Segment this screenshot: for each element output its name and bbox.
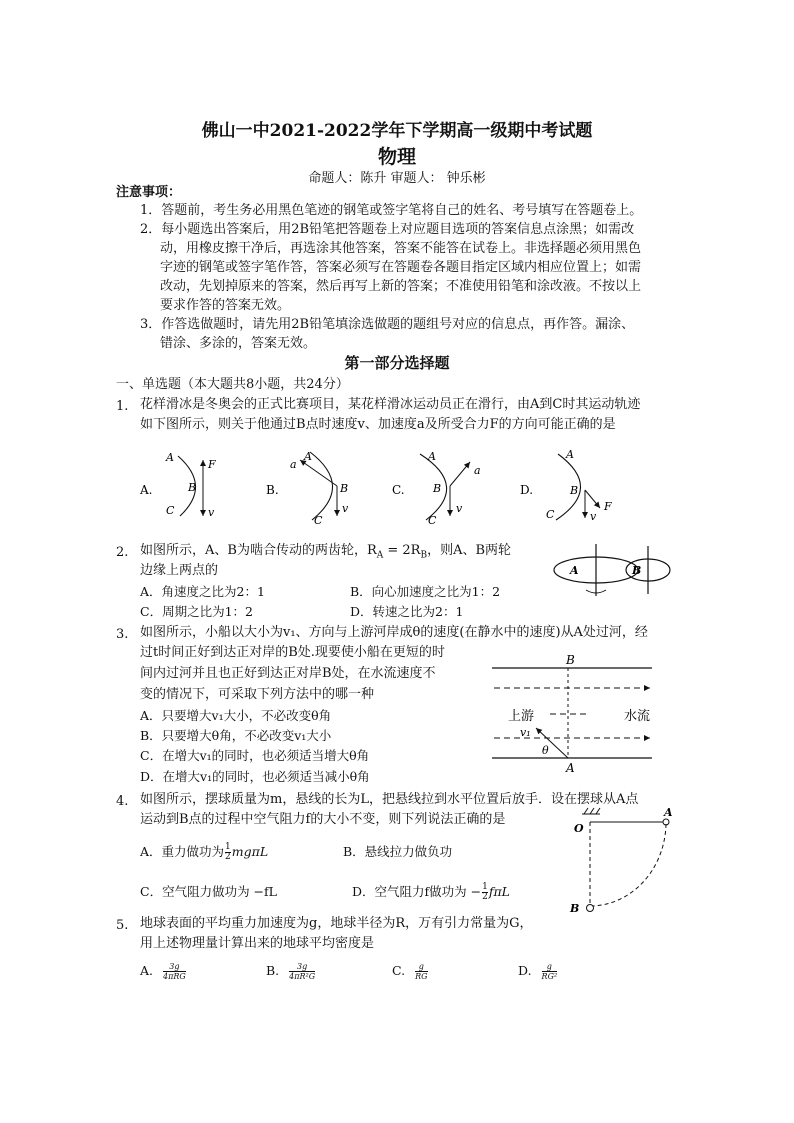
q1-option-c-label: C. [392, 483, 405, 497]
fraction-numerator: g [542, 962, 558, 972]
note-line: 动，用橡皮擦干净后，再选涂其他答案，答案不能答在试卷上。非选择题必须用黑色 [160, 241, 642, 256]
q2-line1-text: = 2R [383, 543, 421, 558]
q2-number: 2. [116, 545, 129, 560]
q4-option-a [140, 843, 268, 862]
q4-line1: 如图所示，摆球质量为m，悬线的长为L，把悬线拉到水平位置后放手．设在摆球从A点 [140, 792, 639, 807]
label-v: v [456, 502, 463, 515]
q3-river-diagram [490, 650, 660, 776]
q1-number: 1. [116, 399, 129, 414]
q3-number: 3. [116, 627, 129, 642]
subscript: A [376, 550, 384, 561]
fraction-numerator: 1 [225, 842, 231, 852]
fraction [289, 962, 315, 981]
q4-line2: 运动到B点的过程中空气阻力f的大小不变，则下列说法正确的是 [140, 812, 506, 827]
hatch [596, 808, 600, 814]
q3-line2: 过t时间正好到达正对岸的B处.现要使小船在更短的时 [140, 645, 445, 660]
note-line: 字迹的钢笔或签字笔作答，答案必须写在答题卷各题目指定区域内相应位置上；如需 [160, 260, 642, 275]
label-b: B [570, 484, 579, 497]
q3-option-a: A．只要增大v₁大小，不必改变θ角 [140, 708, 332, 723]
label-c: C [314, 514, 323, 527]
q3-line3: 间内过河并且也正好到达正对岸B处，在水流速度不 [140, 666, 436, 681]
hatch [584, 808, 588, 814]
subscript: B [420, 550, 428, 561]
v1-label: v₁ [520, 726, 531, 739]
fraction-numerator: 3g [163, 962, 186, 972]
q1-diagram [130, 446, 650, 528]
acceleration-arrow [300, 460, 337, 486]
point-o-label: O [574, 822, 584, 835]
q4-option-c: C．空气阻力做功为 −fL [140, 884, 277, 899]
fraction-denominator: 2 [482, 892, 488, 902]
point-b-label: B [566, 653, 575, 667]
q1-option-a-label: A. [140, 483, 153, 497]
q3-option-b: B．只要增大θ角，不必改变v₁大小 [140, 728, 332, 743]
label-b: B [188, 481, 197, 494]
label-f: F [604, 500, 612, 513]
label-c: C [166, 504, 175, 517]
upstream-label: 上游 [508, 709, 535, 724]
point-a-label: A [566, 761, 575, 775]
authors-line: 命题人：陈升 审题人： 钟乐彬 [308, 171, 486, 186]
ball-at-b [587, 905, 594, 912]
q3-line1: 如图所示，小船以大小为v₁、方向与上游河岸成θ的速度(在静水中的速度)从A处过河，经 [140, 625, 648, 640]
fraction-numerator: g [415, 962, 427, 972]
fraction-denominator: 4πRG [163, 972, 186, 981]
q5-option-b [266, 962, 315, 981]
q5-option-a [140, 962, 186, 981]
fraction [415, 962, 427, 981]
q4-number: 4. [116, 794, 129, 809]
fraction-denominator: RG [415, 972, 428, 981]
section-heading: 一、单选题（本大题共8小题，共24分） [116, 377, 349, 392]
q2-option-c: C．周期之比为1：2 [140, 604, 253, 619]
point-b-label: B [570, 902, 580, 915]
q3-line4: 变的情况下，可采取下列方法中的哪一种 [140, 687, 375, 702]
q2-gear-diagram [548, 540, 688, 602]
v1-arrow [536, 728, 568, 758]
q3-option-d: D．在增大v₁的同时，也必须适当减小θ角 [140, 769, 370, 784]
q2-line1-text: 如图所示，A、B为啮合传动的两齿轮，R [140, 543, 377, 558]
q2-option-b: B．向心加速度之比为1：2 [350, 584, 501, 599]
fraction-numerator: 1 [482, 882, 488, 892]
label-a: A [566, 448, 574, 461]
label-c: C [428, 514, 437, 527]
label-a: A [304, 450, 312, 463]
gear-a-label: A [570, 564, 579, 577]
q1-line2: 如下图所示，则关于他通过B点时速度v、加速度a及所受合力F的方向可能正确的是 [140, 417, 616, 432]
q4-option-d [352, 883, 510, 902]
flow-label: 水流 [624, 709, 651, 724]
q4-option-b: B．悬线拉力做负功 [343, 844, 453, 859]
q2-option-d: D．转速之比为2：1 [350, 604, 464, 619]
fraction-denominator: 2 [225, 852, 231, 862]
q5-line2: 用上述物理量计算出来的地球平均密度是 [140, 936, 375, 951]
trajectory-arc [310, 452, 333, 520]
option-label: C. [392, 963, 406, 978]
force-arrow [585, 490, 600, 508]
q5-line1: 地球表面的平均重力加速度为g，地球半径为R，万有引力常量为G， [140, 916, 533, 931]
q4-option-a-expr: mgπL [231, 844, 269, 859]
q2-line2: 边缘上两点的 [140, 563, 219, 578]
q4-option-a-text: A．重力做功为 [140, 844, 225, 859]
fraction-denominator: 4πR²G [289, 972, 316, 981]
acceleration-arrow [450, 462, 470, 486]
label-accel: a [474, 464, 481, 477]
q2-option-a: A．角速度之比为2：1 [140, 584, 265, 599]
label-c: C [546, 508, 555, 521]
label-b: B [433, 482, 442, 495]
fraction-numerator: 3g [289, 962, 315, 972]
note-line: 1．答题前，考生务必用黑色笔迹的钢笔或签字笔将自己的姓名、考号填写在答题卷上。 [140, 203, 643, 218]
q4-option-d-text: D．空气阻力f做功为 − [352, 884, 482, 899]
q5-option-d [518, 962, 557, 981]
fraction [542, 962, 558, 981]
q1-option-d-label: D. [520, 483, 534, 497]
subject-title: 物理 [377, 146, 416, 168]
note-line: 2．每小题选出答案后，用2B铅笔把答题卷上对应题目选项的答案信息点涂黑；如需改 [140, 222, 635, 237]
q1-line1: 花样滑冰是冬奥会的正式比赛项目，某花样滑冰运动员正在滑行，由A到C时其运动轨迹 [140, 397, 641, 412]
hatch [590, 808, 594, 814]
label-v: v [590, 510, 597, 523]
notes-heading: 注意事项： [116, 185, 182, 200]
fraction [225, 843, 231, 862]
label-f: F [208, 458, 216, 471]
note-line: 3．作答选做题时，请先用2B铅笔填涂选做题的题组号对应的信息点，再作答。漏涂、 [140, 317, 635, 332]
option-label: A. [140, 963, 154, 978]
option-label: D. [518, 963, 532, 978]
gear-b-label: B [632, 564, 642, 577]
label-v: v [342, 502, 349, 515]
q3-option-c: C．在增大v₁的同时，也必须适当增大θ角 [140, 748, 370, 763]
q4-option-d-expr: fπL [488, 884, 510, 899]
part1-heading: 第一部分选择题 [344, 354, 450, 372]
point-a-label: A [664, 806, 673, 819]
label-accel: a [290, 458, 297, 471]
label-a: A [166, 451, 174, 464]
q4-pendulum-diagram [568, 806, 680, 918]
option-label: B. [266, 963, 280, 978]
q5-option-c [392, 962, 428, 981]
q1-option-b-label: B. [266, 483, 279, 497]
q5-number: 5. [116, 918, 129, 933]
note-line: 错涂、多涂的，答案无效。 [160, 336, 317, 351]
swing-arc [590, 824, 666, 906]
exam-title: 佛山一中2021-2022学年下学期高一级期中考试题 [201, 121, 593, 141]
label-v: v [208, 506, 215, 519]
note-line: 改动，先划掉原来的答案，然后再写上新的答案；不准使用铅笔和涂改液。不按以上 [160, 279, 642, 294]
theta-label: θ [542, 744, 549, 757]
fraction-denominator: RG² [541, 972, 558, 981]
label-a: A [428, 450, 436, 463]
fraction [482, 883, 488, 902]
note-line: 要求作答的答案无效。 [160, 298, 291, 313]
fraction [163, 962, 186, 981]
label-b: B [340, 482, 349, 495]
q2-line1-text: ，则A、B两轮 [427, 543, 512, 558]
